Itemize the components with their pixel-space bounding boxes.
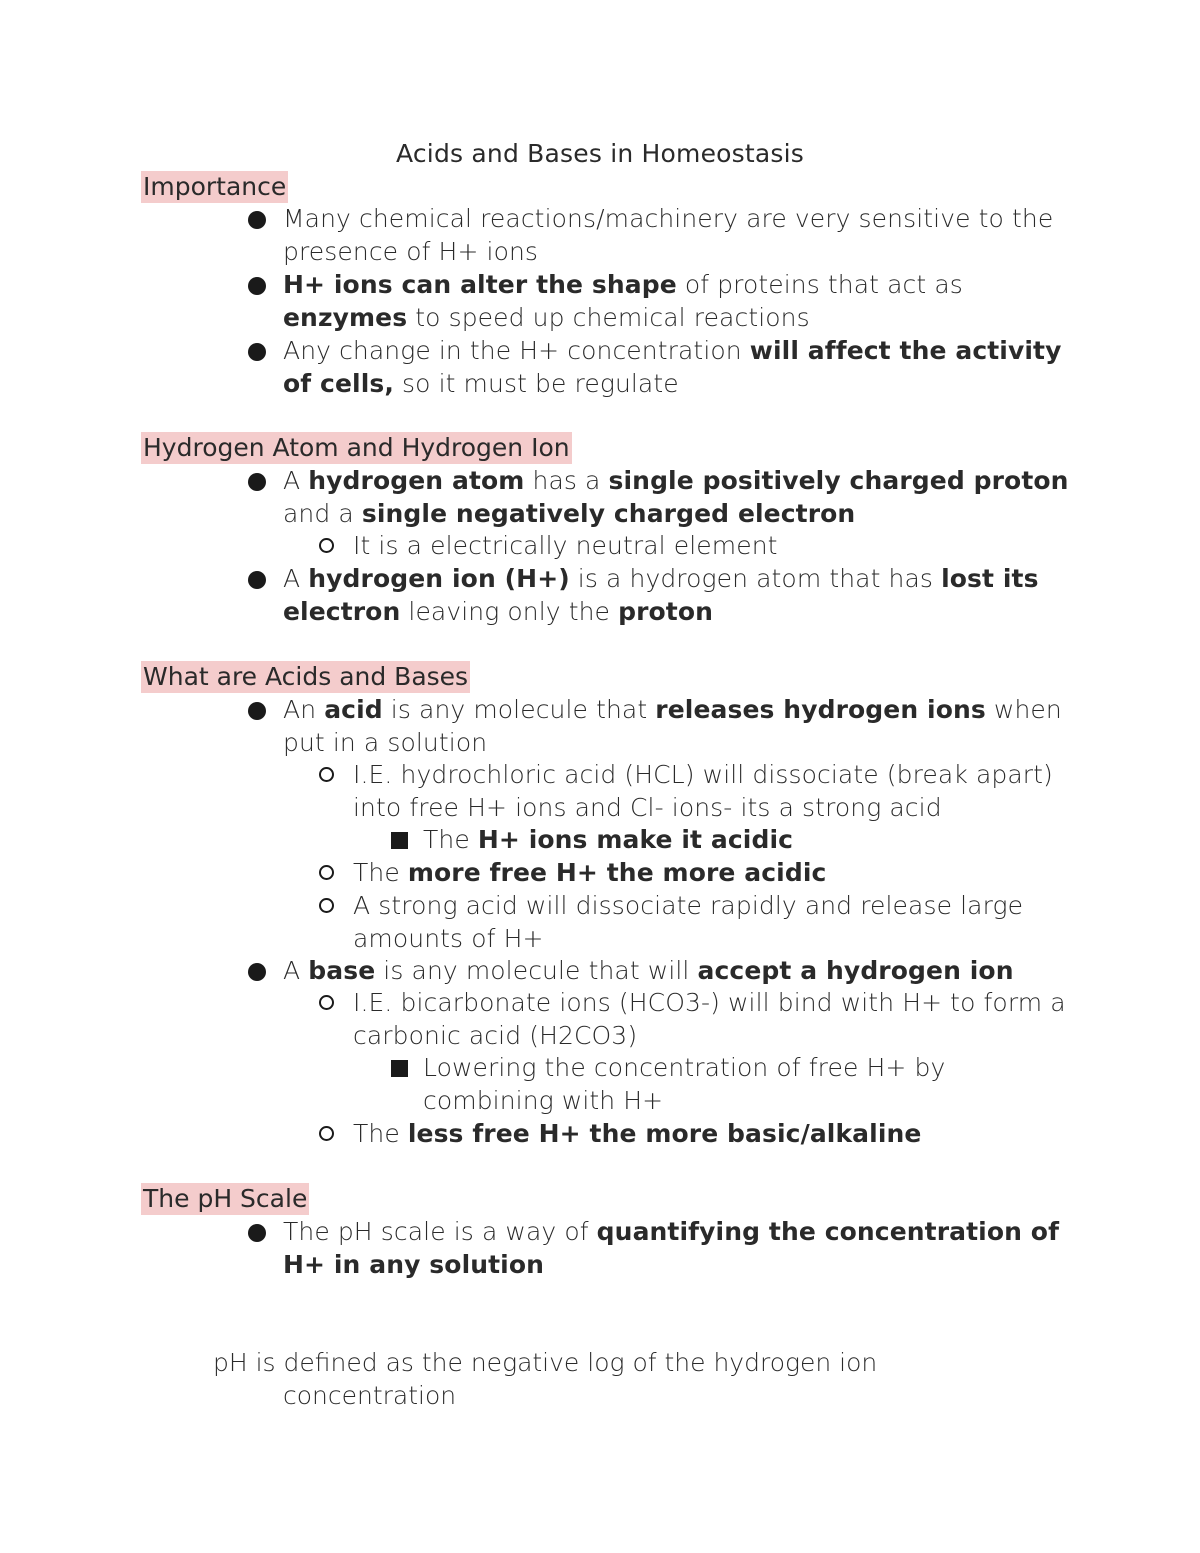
footer-paragraph: pH is defined as the negative log of the hydrogen ion concentration <box>213 1348 878 1410</box>
bullet-item: The pH scale is a way of quantifying the concentration of H+ in any solution <box>283 1216 1073 1281</box>
bullet-circle-icon <box>319 898 334 913</box>
sub-bullet-item: The more free H+ the more acidic <box>353 857 1073 890</box>
bullet-circle-icon <box>319 1126 334 1141</box>
sub-bullet-item: I.E. bicarbonate ions (HCO3-) will bind with H+ to form a carbonic acid (H2CO3) <box>353 987 1073 1052</box>
sub-sub-bullet-item: The H+ ions make it acidic <box>423 824 1073 857</box>
bullet-disc-icon <box>248 211 266 229</box>
bullet-disc-icon <box>248 702 266 720</box>
sub-bullet-item: I.E. hydrochloric acid (HCL) will dissociate (break apart) into free H+ ions and Cl- ions- its a strong acid <box>353 759 1073 824</box>
bullet-square-icon <box>391 832 408 849</box>
document-title: Acids and Bases in Homeostasis <box>395 139 805 168</box>
sub-bullet-item: It is a electrically neutral element <box>353 530 1073 563</box>
bullet-item: H+ ions can alter the shape of proteins that act as enzymes to speed up chemical reactions <box>283 269 1073 334</box>
section-heading-acids-bases: What are Acids and Bases <box>143 662 469 691</box>
bullet-disc-icon <box>248 1224 266 1242</box>
bullet-circle-icon <box>319 538 334 553</box>
bullet-item: A hydrogen ion (H+) is a hydrogen atom that has lost its electron leaving only the proton <box>283 563 1073 628</box>
section-heading-importance: Importance <box>143 172 287 201</box>
bullet-item: A hydrogen atom has a single positively charged proton and a single negatively charged electron <box>283 465 1073 530</box>
sub-bullet-item: The less free H+ the more basic/alkaline <box>353 1118 1073 1151</box>
bullet-item: An acid is any molecule that releases hydrogen ions when put in a solution <box>283 694 1073 759</box>
section-heading-ph-scale: The pH Scale <box>143 1184 308 1213</box>
bullet-disc-icon <box>248 571 266 589</box>
bullet-disc-icon <box>248 343 266 361</box>
bullet-disc-icon <box>248 277 266 295</box>
bullet-disc-icon <box>248 473 266 491</box>
bullet-circle-icon <box>319 767 334 782</box>
bullet-item: A base is any molecule that will accept a hydrogen ion <box>283 955 1073 988</box>
bullet-circle-icon <box>319 995 334 1010</box>
sub-sub-bullet-item: Lowering the concentration of free H+ by combining with H+ <box>423 1052 1073 1117</box>
section-heading-hydrogen: Hydrogen Atom and Hydrogen Ion <box>143 433 570 462</box>
bullet-item: Many chemical reactions/machinery are very sensitive to the presence of H+ ions <box>283 203 1073 268</box>
bullet-item: Any change in the H+ concentration will affect the activity of cells, so it must be regulate <box>283 335 1073 400</box>
sub-bullet-item: A strong acid will dissociate rapidly and release large amounts of H+ <box>353 890 1073 955</box>
bullet-square-icon <box>391 1060 408 1077</box>
bullet-circle-icon <box>319 865 334 880</box>
bullet-disc-icon <box>248 963 266 981</box>
